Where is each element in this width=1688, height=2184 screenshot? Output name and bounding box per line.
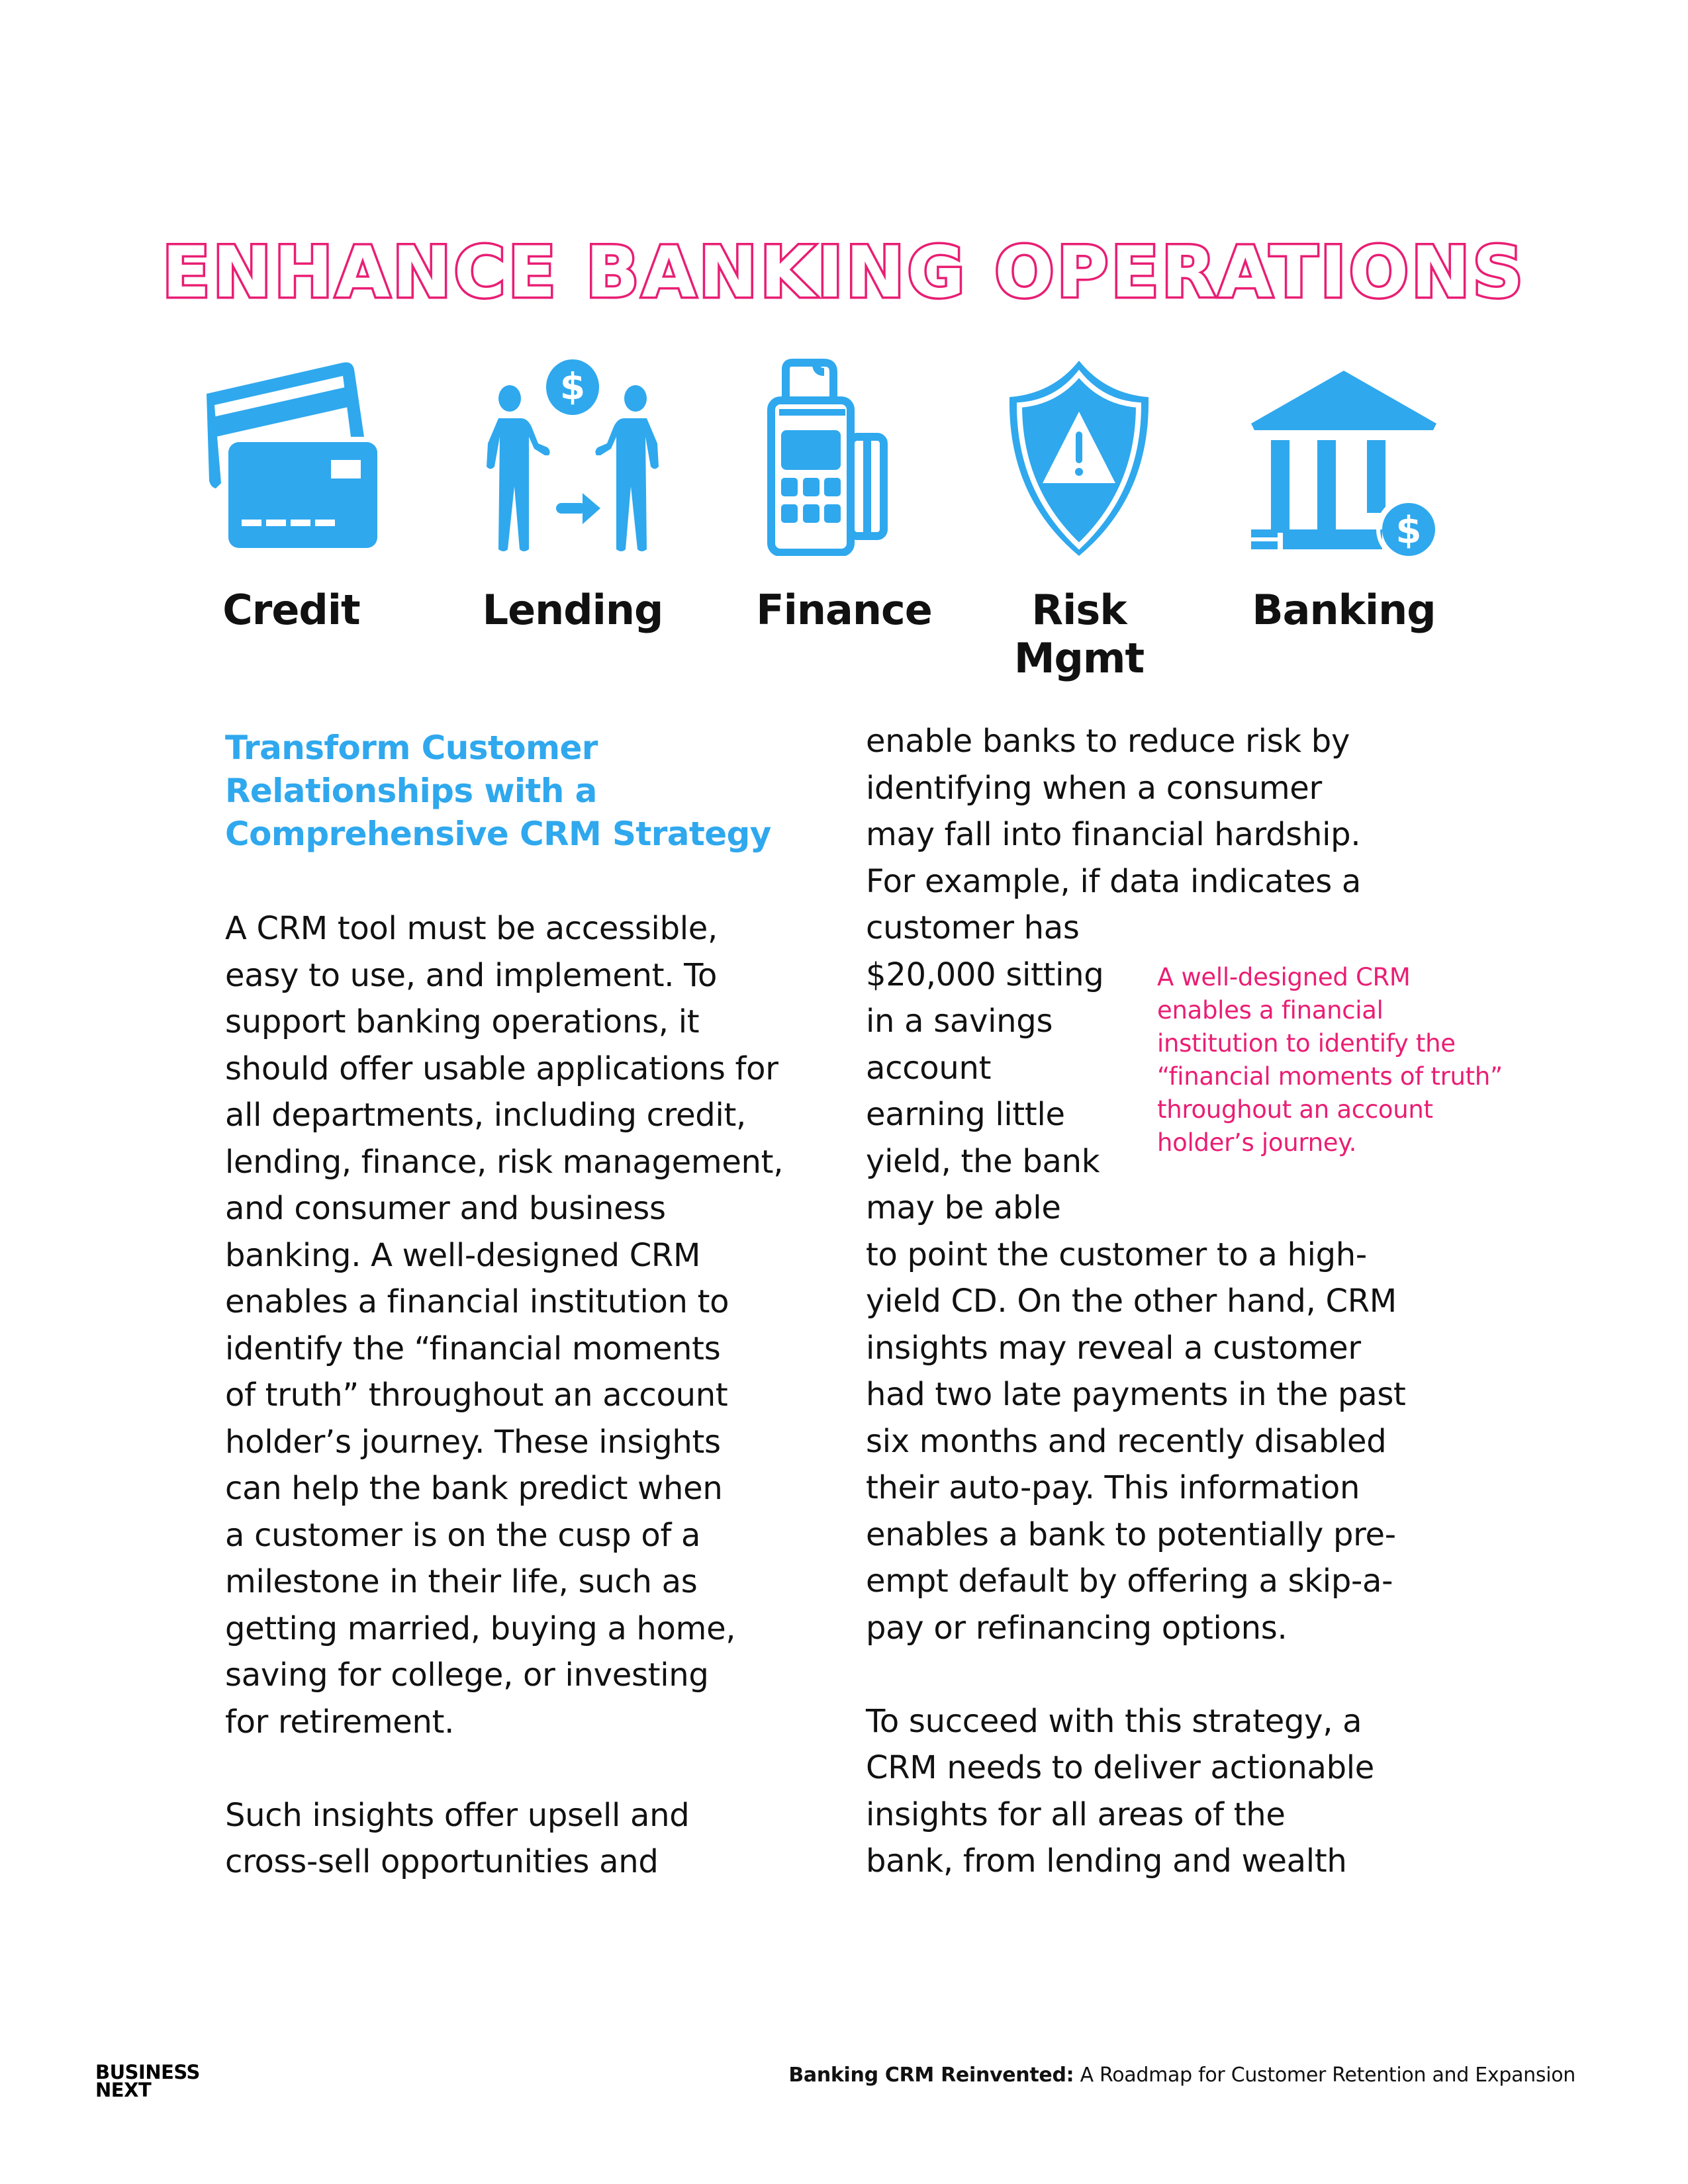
icon-item-finance xyxy=(731,351,957,649)
text-line: lending, finance, risk management, xyxy=(225,1143,784,1181)
text-line: a customer is on the cusp of a xyxy=(225,1516,701,1554)
text-line: To succeed with this strategy, a xyxy=(866,1702,1362,1740)
text-line: earning little xyxy=(866,1096,1065,1133)
text-line: insights for all areas of the xyxy=(866,1796,1286,1833)
icon-item-credit xyxy=(179,351,404,649)
text-line: customer has xyxy=(866,909,1080,946)
logo-line: NEXT xyxy=(95,2079,152,2101)
footer-title-rest: A Roadmap for Customer Retention and Expansion xyxy=(1074,2064,1575,2087)
text-line: Such insights offer upsell and xyxy=(225,1796,690,1834)
bank-dollar-icon xyxy=(1244,357,1443,556)
text-line: identifying when a consumer xyxy=(866,769,1322,807)
icon-label-lending: Lending xyxy=(482,586,663,634)
icon-item-banking xyxy=(1231,351,1456,649)
icon-label-credit: Credit xyxy=(222,586,360,634)
pull-quote-line: “financial moments of truth” xyxy=(1157,1062,1503,1091)
text-line: six months and recently disabled xyxy=(866,1422,1387,1460)
text-line: saving for college, or investing xyxy=(225,1657,709,1694)
text-line: $20,000 sitting xyxy=(866,956,1104,993)
icon-label-risk-mgmt: Risk Mgmt xyxy=(1013,586,1145,682)
svg-text:$: $ xyxy=(559,365,586,408)
text-line: For example, if data indicates a xyxy=(866,862,1362,900)
right-paragraph-1 xyxy=(866,718,1406,1651)
pos-terminal-icon xyxy=(745,357,943,556)
text-line: identify the “financial moments xyxy=(225,1330,721,1367)
left-paragraph-1 xyxy=(225,905,783,1745)
text-line: may fall into financial hardship. xyxy=(866,816,1361,853)
section-heading-line: Relationships with a xyxy=(225,772,597,810)
text-line: may be able xyxy=(866,1189,1061,1226)
pull-quote-line: holder’s journey. xyxy=(1157,1128,1357,1157)
section-heading xyxy=(225,727,771,856)
feature-icons-row xyxy=(0,351,1688,682)
text-line: getting married, buying a home, xyxy=(225,1610,736,1647)
paragraph-gap xyxy=(225,1745,783,1792)
page-title: ENHANCE BANKING OPERATIONS xyxy=(162,232,1526,313)
text-line: of truth” throughout an account xyxy=(225,1377,728,1414)
icon-label-finance: Finance xyxy=(756,586,932,634)
text-line: to point the customer to a high- xyxy=(866,1236,1367,1273)
text-line: holder’s journey. These insights xyxy=(225,1423,721,1461)
text-line: yield CD. On the other hand, CRM xyxy=(866,1283,1397,1320)
text-line: support banking operations, it xyxy=(225,1003,700,1040)
text-line: account xyxy=(866,1049,992,1087)
paragraph-gap xyxy=(866,1651,1406,1698)
text-line: enables a bank to potentially pre- xyxy=(866,1516,1396,1553)
footer-title-bold: Banking CRM Reinvented: xyxy=(788,2064,1074,2087)
text-line: cross-sell opportunities and xyxy=(225,1843,659,1880)
text-line: CRM needs to deliver actionable xyxy=(866,1749,1375,1786)
text-line: for retirement. xyxy=(225,1703,455,1741)
credit-cards-icon xyxy=(192,357,391,556)
pull-quote-line: institution to identify the xyxy=(1157,1029,1456,1058)
text-line: pay or refinancing options. xyxy=(866,1609,1288,1647)
shield-warning-icon xyxy=(980,357,1178,556)
pull-quote-line: A well-designed CRM xyxy=(1157,963,1411,991)
text-line: milestone in their life, such as xyxy=(225,1563,698,1600)
text-line: banking. A well-designed CRM xyxy=(225,1236,701,1274)
text-line: should offer usable applications for xyxy=(225,1050,778,1087)
businessnext-logo xyxy=(95,2061,200,2101)
text-line: empt default by offering a skip-a- xyxy=(866,1563,1393,1600)
pull-quote xyxy=(1157,961,1503,1160)
text-line: all departments, including credit, xyxy=(225,1097,746,1134)
text-line: had two late payments in the past xyxy=(866,1376,1406,1413)
svg-text:$: $ xyxy=(1395,509,1422,552)
section-heading-line: Transform Customer xyxy=(225,729,598,767)
right-paragraph-2 xyxy=(866,1698,1406,1885)
icon-item-lending xyxy=(460,351,685,649)
text-line: enables a financial institution to xyxy=(225,1283,729,1320)
icon-item-risk-mgmt xyxy=(966,351,1192,682)
text-line: their auto-pay. This information xyxy=(866,1469,1360,1506)
text-line: insights may reveal a customer xyxy=(866,1329,1361,1367)
logo-line: BUSINESS xyxy=(95,2061,200,2083)
text-line: easy to use, and implement. To xyxy=(225,956,718,994)
text-line: can help the bank predict when xyxy=(225,1470,723,1507)
icon-label-banking: Banking xyxy=(1252,586,1436,634)
pull-quote-line: enables a financial xyxy=(1157,996,1383,1024)
left-column xyxy=(225,905,783,1886)
footer-document-title xyxy=(788,2064,1575,2087)
text-line: A CRM tool must be accessible, xyxy=(225,910,718,947)
text-line: yield, the bank xyxy=(866,1142,1100,1180)
text-line: enable banks to reduce risk by xyxy=(866,723,1350,760)
text-line: and consumer and business xyxy=(225,1190,666,1227)
section-heading-line: Comprehensive CRM Strategy xyxy=(225,815,771,853)
left-paragraph-2 xyxy=(225,1792,783,1886)
right-column xyxy=(866,718,1406,1885)
money-transfer-people-icon xyxy=(473,357,672,556)
pull-quote-line: throughout an account xyxy=(1157,1095,1433,1124)
text-line: in a savings xyxy=(866,1003,1053,1040)
text-line: bank, from lending and wealth xyxy=(866,1843,1347,1880)
